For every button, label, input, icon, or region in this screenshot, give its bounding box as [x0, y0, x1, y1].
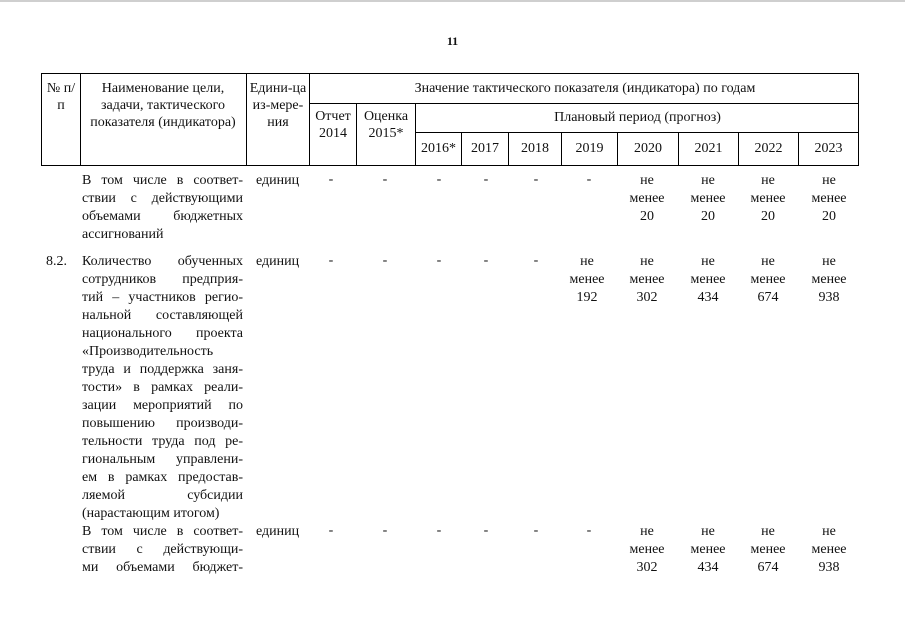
header-divider — [309, 103, 858, 104]
page-number: 11 — [446, 34, 459, 48]
header-col-name: Наименование цели, задачи, тактического показателя (индикатора) — [90, 81, 236, 130]
year-value: не менее 20 — [629, 173, 665, 224]
year-value: не менее 20 — [750, 173, 786, 224]
indicator-name: Количество обученных сотрудников предприя- тий – участников регио- нальной составляющей национального проекта «Производительность труда и поддержка заня- тости» в рамках реали- зации мероприятий по повышению производи- тельности труда под ре- гиональным управлени- ем в рамках предостав- ляемой субсидии (нарастающим итогом) — [82, 254, 243, 521]
year-value: - — [533, 253, 539, 268]
year-value: не менее 938 — [811, 524, 847, 575]
year-value: не менее 674 — [750, 524, 786, 575]
year-value: не менее 20 — [811, 173, 847, 224]
table-header — [41, 73, 859, 166]
header-year: 2018 — [521, 141, 549, 156]
year-value: не менее 938 — [811, 254, 847, 305]
year-value: - — [436, 253, 442, 268]
year-value: - — [483, 172, 489, 187]
header-col-values: Значение тактического показателя (индикатора) по годам — [414, 81, 756, 96]
unit-value: единиц — [256, 524, 300, 539]
year-value: - — [436, 523, 442, 538]
year-value: - — [483, 523, 489, 538]
header-year: 2016* — [421, 141, 456, 156]
year-value: - — [533, 523, 539, 538]
year-value: не менее 302 — [629, 524, 665, 575]
year-value: не менее 674 — [750, 254, 786, 305]
header-col-unit: Едини-ца из-мере-ния — [249, 81, 307, 130]
top-border-line — [0, 0, 905, 2]
header-col-plan: Плановый период (прогноз) — [554, 110, 721, 125]
header-year: 2023 — [814, 141, 843, 156]
header-divider — [246, 74, 247, 165]
unit-value: единиц — [256, 254, 300, 269]
header-divider — [356, 103, 357, 165]
report-value: - — [328, 253, 334, 268]
header-col-report: Отчет 2014 — [315, 109, 351, 141]
row-number: 8.2. — [46, 254, 67, 269]
header-year: 2019 — [575, 141, 604, 156]
estimate-value: - — [382, 253, 388, 268]
year-value: - — [586, 172, 592, 187]
report-value: - — [328, 523, 334, 538]
year-value: - — [533, 172, 539, 187]
report-value: - — [328, 172, 334, 187]
header-year: 2021 — [694, 141, 723, 156]
estimate-value: - — [382, 172, 388, 187]
header-divider — [415, 132, 858, 133]
year-value: не менее 192 — [569, 254, 605, 305]
header-year: 2022 — [754, 141, 783, 156]
header-divider — [80, 74, 81, 165]
header-year: 2020 — [634, 141, 662, 156]
header-col-estimate: Оценка 2015* — [363, 109, 409, 141]
header-year: 2017 — [471, 141, 499, 156]
estimate-value: - — [382, 523, 388, 538]
indicator-name: В том числе в соответ- ствии с действующими объемами бюджетных ассигнований — [82, 173, 243, 242]
indicator-name: В том числе в соответ- ствии с действующи- ми объемами бюджет- — [82, 524, 243, 575]
year-value: не менее 434 — [690, 254, 726, 305]
header-col-number: № п/п — [46, 81, 76, 113]
year-value: не менее 302 — [629, 254, 665, 305]
year-value: - — [483, 253, 489, 268]
year-value: не менее 434 — [690, 524, 726, 575]
unit-value: единиц — [256, 173, 300, 188]
year-value: - — [586, 523, 592, 538]
year-value: - — [436, 172, 442, 187]
year-value: не менее 20 — [690, 173, 726, 224]
